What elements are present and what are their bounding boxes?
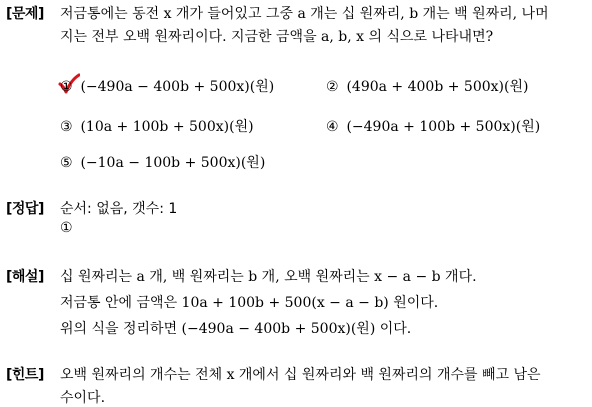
choice-5-number: ⑤ <box>60 155 73 171</box>
choice-3-text: (10a + 100b + 500x)(원) <box>80 119 254 135</box>
question-line-2: 지는 전부 오백 원짜리이다. 지금한 금액을 a, b, x 의 식으로 나타내면? <box>60 29 494 45</box>
choice-2[interactable] <box>326 76 528 96</box>
choice-4-text: (−490a + 100b + 500x)(원) <box>346 119 541 135</box>
choice-3[interactable] <box>60 116 254 136</box>
question-line-1: 저금통에는 동전 x 개가 들어있고 그중 a 개는 십 원짜리, b 개는 백 원짜리, 나머 <box>60 6 549 22</box>
choice-1[interactable] <box>60 76 274 96</box>
choice-4-number: ④ <box>326 119 339 135</box>
choice-5-text: (−10a − 100b + 500x)(원) <box>80 155 266 171</box>
choice-2-number: ② <box>326 79 339 95</box>
hint-tag: [힌트] <box>6 367 44 383</box>
answer-line-1: 순서: 없음, 갯수: 1 <box>60 201 178 217</box>
choice-4[interactable] <box>326 116 540 136</box>
hint-line-2: 수이다. <box>60 390 106 406</box>
explanation-line-2: 저금통 안에 금액은 10a + 100b + 500(x − a − b) 원이다. <box>60 295 439 311</box>
choice-2-text: (490a + 400b + 500x)(원) <box>346 79 529 95</box>
question-tag: [문제] <box>6 6 44 22</box>
answer-line-2: ① <box>60 220 73 236</box>
explanation-tag: [해설] <box>6 269 44 285</box>
explanation-line-1: 십 원짜리는 a 개, 백 원짜리는 b 개, 오백 원짜리는 x − a − b 개다. <box>60 269 477 285</box>
choice-1-text: (−490a − 400b + 500x)(원) <box>80 79 275 95</box>
choice-1-number: ① <box>60 79 73 95</box>
explanation-line-3: 위의 식을 정리하면 (−490a − 400b + 500x)(원) 이다. <box>60 321 412 337</box>
choice-5[interactable] <box>60 152 265 172</box>
answer-tag: [정답] <box>6 201 44 217</box>
choice-3-number: ③ <box>60 119 73 135</box>
hint-line-1: 오백 원짜리의 개수는 전체 x 개에서 십 원짜리와 백 원짜리의 개수를 빼고 남은 <box>60 367 541 383</box>
